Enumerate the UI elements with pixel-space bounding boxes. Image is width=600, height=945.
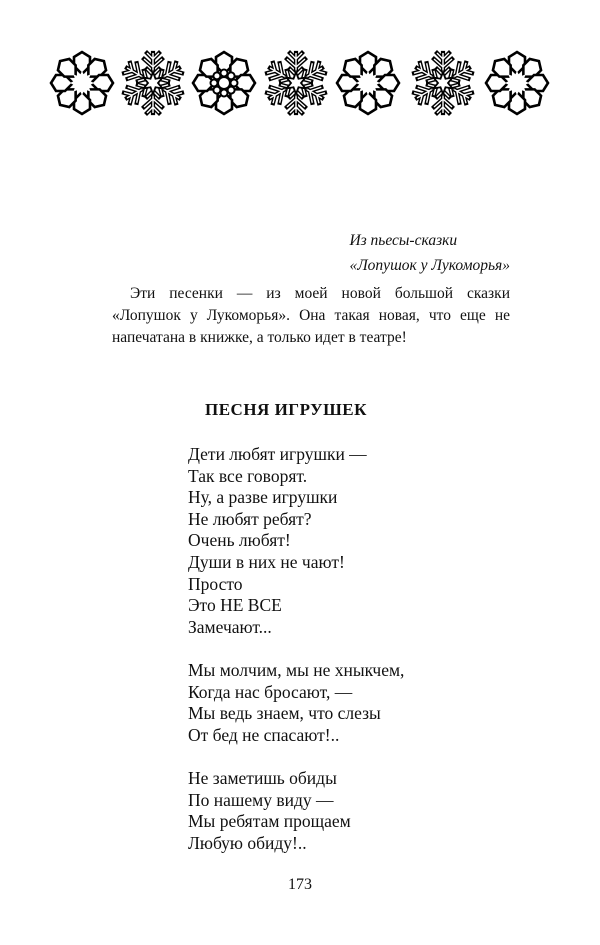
star-flower-icon: [486, 52, 548, 114]
star-flower-ornate-icon: [193, 52, 255, 114]
poem-line: Замечают...: [188, 616, 272, 637]
snowflake-icon: [123, 53, 184, 113]
poem-line: Не заметишь обиды: [188, 767, 337, 788]
star-flower-icon: [337, 52, 399, 114]
poem-line: По нашему виду —: [188, 789, 334, 810]
epigraph-line: Из пьесы-сказки: [349, 232, 458, 249]
snowflake-icon: [266, 53, 327, 113]
page-number: 173: [288, 876, 312, 893]
poem: [188, 444, 404, 876]
epigraph-line: «Лопушок у Лукоморья»: [349, 257, 510, 274]
poem-line: Это НЕ ВСЕ: [188, 595, 282, 616]
snowflake-icon: [413, 53, 474, 113]
poem-line: Мы ведь знаем, что слезы: [188, 703, 381, 724]
poem-line: Любую обиду!..: [188, 832, 307, 853]
poem-line: Ну, а разве игрушки: [188, 487, 338, 508]
song-title: ПЕСНЯ ИГРУШЕК: [205, 400, 367, 419]
snowflake-ornament-row: [0, 0, 600, 130]
intro-text: Эти песенки — из моей новой большой сказки «Лопушок у Лукоморья». Она такая новая, что еще не напечатана в книжке, а только идет в театре!: [112, 285, 510, 346]
intro-paragraph: [112, 283, 510, 349]
poem-line: Когда нас бросают, —: [188, 681, 353, 702]
epigraph-source: [349, 228, 510, 278]
poem-stanza: [188, 444, 404, 638]
poem-line: От бед не спасают!..: [188, 724, 340, 745]
poem-line: Не любят ребят?: [188, 508, 312, 529]
poem-line: Дети любят игрушки —: [188, 444, 367, 464]
poem-line: Так все говорят.: [188, 465, 308, 486]
poem-line: Очень любят!: [188, 530, 291, 551]
poem-line: Души в них не чают!: [188, 551, 345, 572]
poem-line: Мы ребятам прощаем: [188, 811, 351, 832]
poem-line: Мы молчим, мы не хныкчем,: [188, 659, 405, 680]
poem-stanza: [188, 660, 404, 746]
star-flower-icon: [51, 52, 113, 114]
poem-stanza: [188, 768, 404, 854]
poem-line: Просто: [188, 573, 243, 594]
